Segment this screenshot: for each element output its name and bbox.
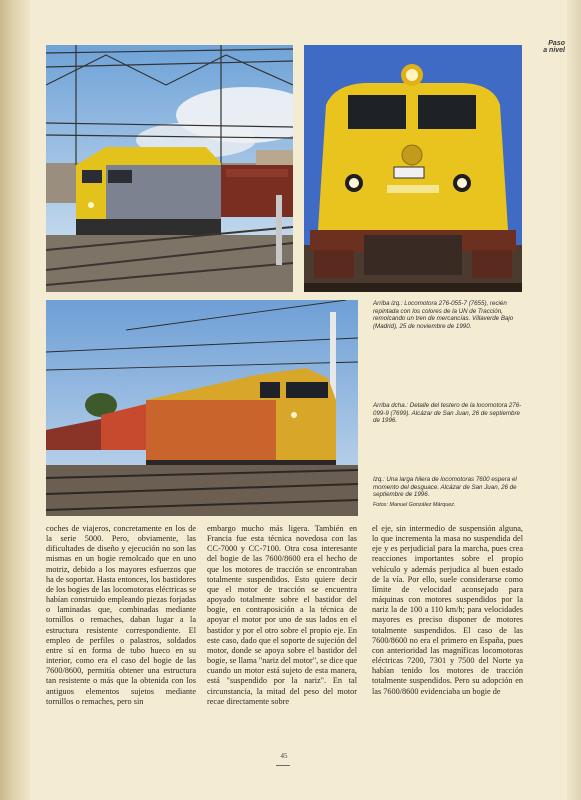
page-number-rule [276,765,290,766]
logo-line-1: Paso [548,40,565,47]
book-spine-shadow [0,0,30,800]
magazine-logo [527,40,565,56]
caption-left-photo [373,476,523,509]
caption-top-left-photo: Arriba izq.: Locomotora 276-055-7 (7655), recién repintada con los colores de la UN de Tracción, remolcando un tren de mercancías. Villaverde Bajo (Madrid), 25 de noviembre de 1990. [373,300,514,330]
logo-line-2: a nivel [543,47,565,54]
caption-top-right-photo: Arriba dcha.: Detalle del testero de la locomotora 276-099-9 (7699). Alcázar de San Juan, 26 de septiembre de 1996. [373,402,522,425]
body-column-1: coches de viajeros, concretamente en los de la serie 5000. Pero, obviamente, las dificultades de diseño y ejecución no son las mismas en un bogie remolcado que en uno motriz, debido a los mayores esfuerzos que ha de soportar. Hasta entonces, los bastidores de los bogies de las locomotoras eléctricas se habían construido empleando piezas forjadas o laminadas que, combinadas mediante tornillos o remaches, daban lugar a la estructura resistente correspondiente. El empleo de perfiles o palastros, soldados entre sí en forma de tubo hueco en su interior, como era el caso del bogie de las 7600/8600, permitía obtener una estructura tan resistente o más que la obtenida con los antiguos elementos sujetos mediante tornillos o remaches, pero sin [46,524,196,706]
body-column-2: embargo mucho más ligera. También en Francia fue esta técnica novedosa con las CC-7000 y CC-7100. Otra cosa interesante del bogie de las 7600/8600 era el hecho de que los motores de tracción se encontraban totalmente suspendidos. Esto quiere decir que el motor de tracción se encuentra apoyado totalmente sobre el bastidor del bogie, en contraposición a la técnica de apoyar el motor por uno de sus lados en el bastidor y por el otro sobre el propio eje. En este caso, dado que el soporte de sujeción del motor, donde se apoya sobre el bastidor del bogie, se llama "nariz del motor", se dice que cuando un motor está sujeto de esta manera, está "suspendido por la nariz". En tal circunstancia, la mitad del peso del motor recae directamente sobre [207,524,357,706]
photo-credit: Fotos: Manuel González Márquez. [373,501,456,508]
body-column-3: el eje, sin intermedio de suspensión alguna, lo que incrementa la masa no suspendida del eje y es perjudicial para la marcha, pues crea reacciones importantes sobre el propio vehículo y además perjudica al buen estado de la vía. Por ello, suele considerarse como límite de velocidad aconsejado para máquinas con motores suspendidos por la nariz la de 100 a 110 km/h; para velocidades mayores es preciso disponer de motores totalmente suspendidos. El caso de las 7600/8600 no era el primero en España, pues con anterioridad las magníficas locomotoras eléctricas 7200, 7301 y 7500 del Norte ya habían tenido los motores de tracción totalmente suspendidos. Pero su adopción en las 7600/8600 evidenciaba un bogie de [372,524,523,696]
page-edge [567,0,581,800]
locomotive-276-099-9-front-photo [304,45,522,292]
locomotive-row-photo [46,300,358,516]
locomotive-276-055-7-photo [46,45,293,292]
caption-left-photo-text: Izq.: Una larga hilera de locomotoras 7600 espera el momento del desguace. Alcázar de San Juan, 26 de septiembre de 1996. [373,476,517,499]
page-number: 45 [280,752,288,760]
